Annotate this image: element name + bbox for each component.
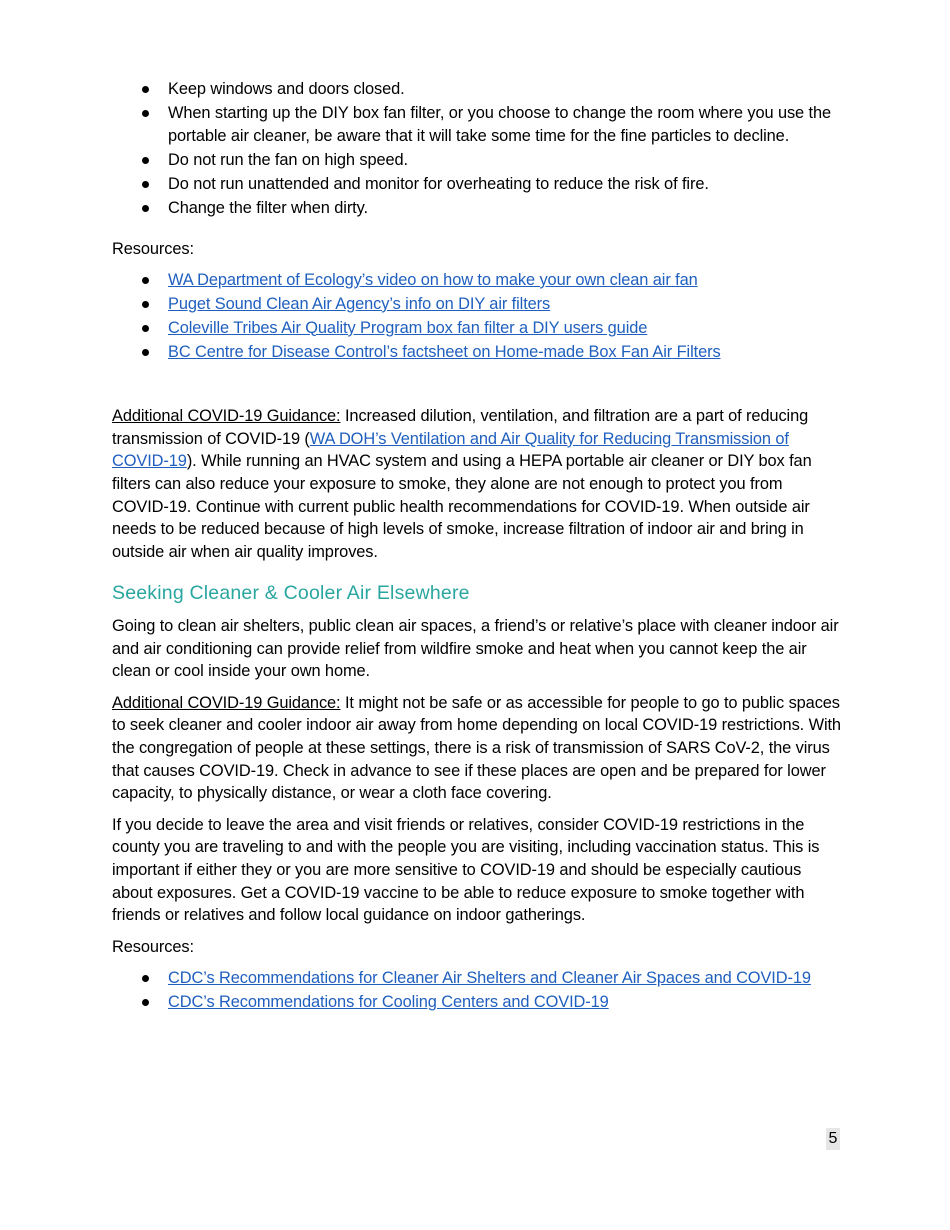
covid-guidance-text: Increased dilution, ventilation, and filtration are a part of reducing transmission of COVID-19 (	[112, 407, 809, 448]
resource-item	[112, 269, 842, 292]
wa-doh-ventilation-link[interactable]: WA DOH’s Ventilation and Air Quality for Reducing Transmission of COVID-19	[112, 429, 789, 471]
coleville-guide-link[interactable]: Coleville Tribes Air Quality Program box fan filter a DIY users guide	[168, 318, 648, 337]
resource-item	[112, 991, 842, 1014]
resource-item	[112, 967, 842, 990]
page-number: 5	[826, 1128, 840, 1150]
resources-label: Resources:	[112, 937, 194, 956]
covid-guidance-label: Additional COVID-19 Guidance:	[112, 407, 341, 426]
list-item: Change the filter when dirty.	[112, 197, 842, 220]
section-heading: Seeking Cleaner & Cooler Air Elsewhere	[112, 582, 470, 605]
cdc-resources-list	[112, 967, 842, 1014]
resource-item	[112, 341, 842, 364]
puget-sound-link[interactable]: Puget Sound Clean Air Agency’s info on DIY air filters	[168, 294, 551, 313]
bccdc-factsheet-link[interactable]: BC Centre for Disease Control’s factsheet on Home-made Box Fan Air Filters	[168, 342, 721, 361]
travel-paragraph: If you decide to leave the area and visit friends or relatives, consider COVID-19 restrictions in the county you are traveling to and with the people you are visiting, including vaccination status. This is important if either they or you are more sensitive to COVID-19 and should be especially cautious about exposures. Get a COVID-19 vaccine to be able to reduce exposure to smoke together with friends or relatives and follow local guidance on indoor gatherings.	[112, 815, 820, 925]
covid-guidance-label: Additional COVID-19 Guidance:	[112, 693, 341, 712]
cdc-cooling-centers-link[interactable]: CDC’s Recommendations for Cooling Centers and COVID-19	[168, 993, 609, 1012]
list-item: Do not run unattended and monitor for overheating to reduce the risk of fire.	[112, 173, 842, 196]
safety-tips-list	[112, 78, 842, 219]
list-item: When starting up the DIY box fan filter, or you choose to change the room where you use the portable air cleaner, be aware that it will take some time for the fine particles to decline.	[112, 102, 842, 147]
resource-item	[112, 317, 842, 340]
ecology-video-link[interactable]: WA Department of Ecology’s video on how to make your own clean air fan	[168, 270, 698, 289]
diy-resources-list	[112, 269, 842, 364]
section-intro-paragraph: Going to clean air shelters, public clean air spaces, a friend’s or relative’s place with cleaner indoor air and air conditioning can provide relief from wildfire smoke and heat when you cannot keep the air clean or cool inside your own home.	[112, 617, 839, 681]
list-item: Keep windows and doors closed.	[112, 78, 842, 101]
list-item: Do not run the fan on high speed.	[112, 149, 842, 172]
covid-guidance-paragraph-2	[112, 692, 842, 805]
covid-guidance-text: ). While running an HVAC system and using a HEPA portable air cleaner or DIY box fan filters can also reduce your exposure to smoke, they alone are not enough to protect you from COVID-19. Continue with current public health recommendations for COVID-19. When outside air needs to be reduced because of high levels of smoke, increase filtration of indoor air and bring in outside air when air quality improves.	[112, 452, 812, 561]
resource-item	[112, 293, 842, 316]
covid-guidance-paragraph-1	[112, 405, 842, 563]
resources-label: Resources:	[112, 240, 194, 259]
cdc-cleaner-air-link[interactable]: CDC’s Recommendations for Cleaner Air Shelters and Cleaner Air Spaces and COVID-19	[168, 969, 811, 988]
document-page	[112, 78, 842, 1015]
covid-guidance-text: It might not be safe or as accessible for people to go to public spaces to seek cleaner and cooler indoor air away from home depending on local COVID-19 restrictions. With the congregation of people at these settings, there is a risk of transmission of SARS CoV-2, the virus that causes COVID-19. Check in advance to see if these places are open and be prepared for lower capacity, to physically distance, or wear a cloth face covering.	[112, 693, 841, 803]
